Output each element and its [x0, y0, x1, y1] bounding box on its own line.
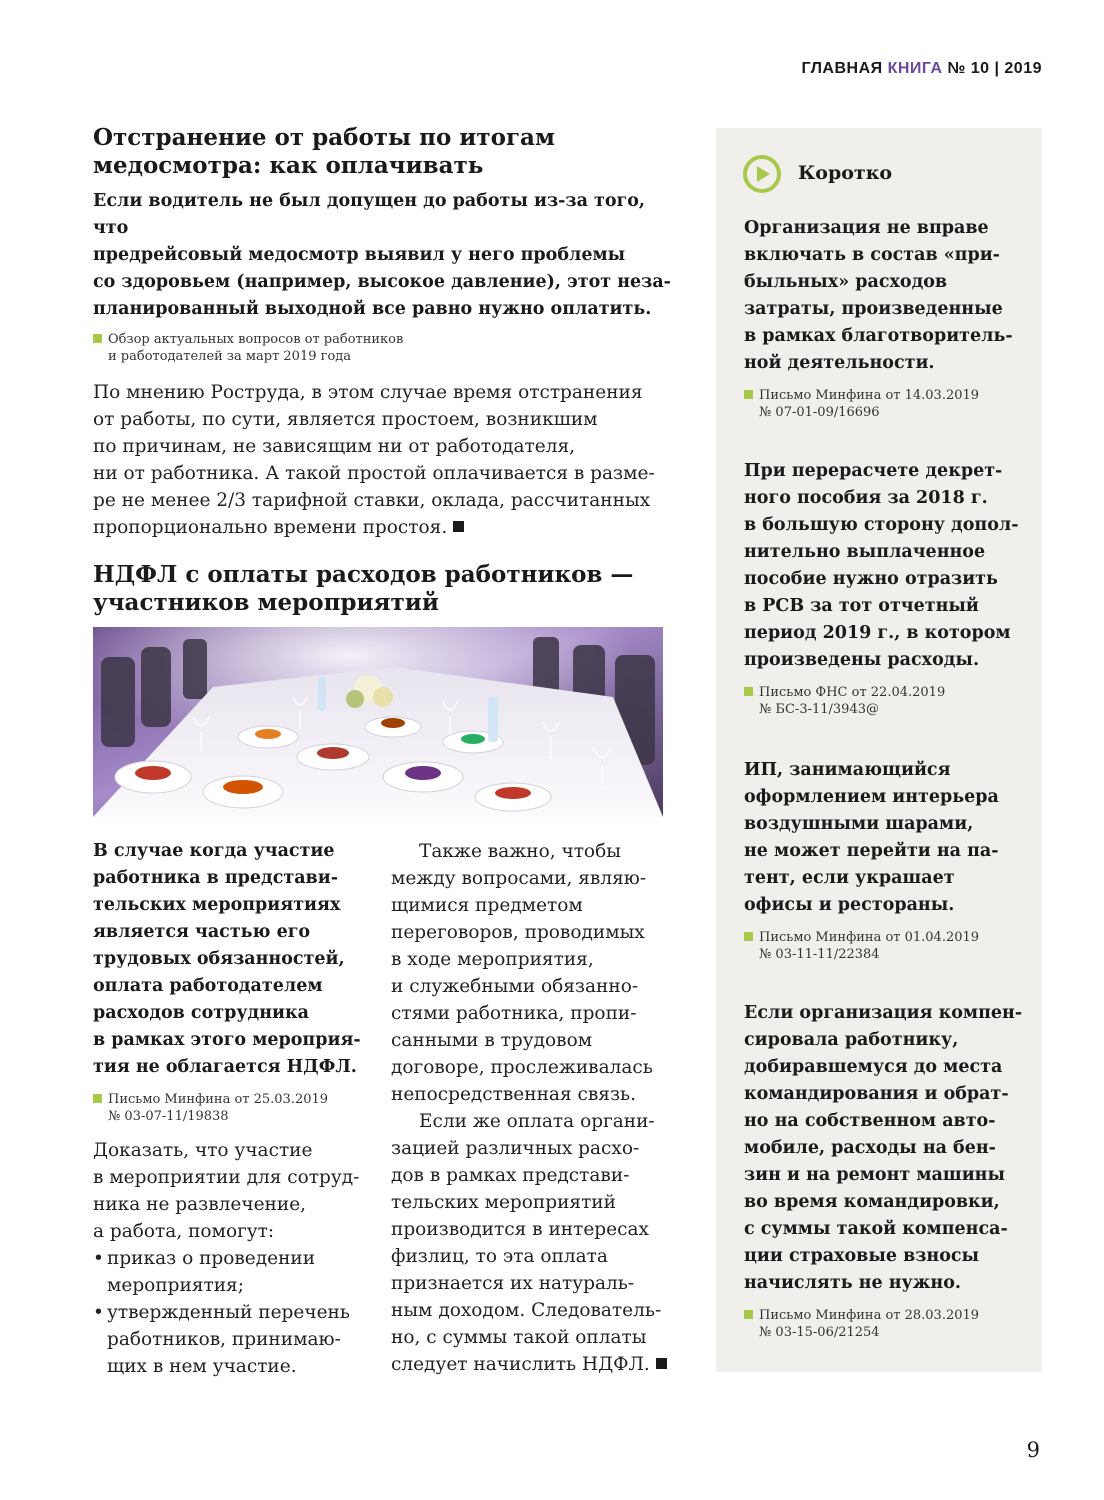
lead-line: В случае когда участие	[93, 841, 335, 861]
body-line-text: следует начислить НДФЛ.	[391, 1354, 650, 1375]
lead-line: Если водитель не был допущен до работы из-за того, что	[93, 191, 646, 238]
list-item-line: • утвержденный перечень	[107, 1302, 350, 1323]
article-1-body	[93, 379, 673, 541]
header-magazine-name: ГЛАВНАЯ	[801, 60, 888, 77]
sidebar-line: При перерасчете декрет-	[744, 461, 1003, 481]
sidebar-line: воздушными шарами,	[744, 814, 974, 834]
sidebar-item-source	[744, 684, 1034, 718]
list-item-line: работников, принимаю-	[107, 1329, 341, 1350]
body-line: ника не развлечение,	[93, 1194, 307, 1215]
body-line: Доказать, что участие	[93, 1140, 313, 1161]
paragraph	[391, 838, 676, 865]
sidebar-line: ной деятельности.	[744, 353, 935, 373]
body-line: между вопросами, являю-	[391, 868, 647, 889]
lead-line: оплата работодателем	[93, 976, 323, 996]
body-line-text: пропорционально времени простоя.	[93, 517, 448, 538]
list-item	[93, 1299, 363, 1380]
body-line	[391, 1351, 676, 1378]
body-line: Если же оплата органи-	[419, 1111, 655, 1132]
sidebar-line: затраты, произведенные	[744, 299, 1003, 319]
body-line: по причинам, не зависящим ни от работодателя,	[93, 436, 576, 457]
article-1-title-line: медосмотра: как оплачивать	[93, 152, 484, 179]
body-line: зацией различных расхо-	[391, 1138, 640, 1159]
source-line: Письмо ФНС от 22.04.2019	[759, 685, 946, 700]
body-line: но, с суммы такой оплаты	[391, 1327, 647, 1348]
source-line: Письмо Минфина от 14.03.2019	[759, 388, 980, 403]
sidebar-item-text	[744, 215, 1034, 377]
sidebar-line: с суммы такой компенса-	[744, 1219, 1008, 1239]
end-of-article-mark	[656, 1358, 667, 1369]
source-line: № 03-07-11/19838	[108, 1109, 229, 1124]
sidebar-item-source	[744, 1307, 1034, 1341]
lead-line: тельских мероприятиях	[93, 895, 341, 915]
article-1-title-line: Отстранение от работы по итогам	[93, 124, 555, 151]
sidebar-line: оформлением интерьера	[744, 787, 999, 807]
source-line: № 03-11-11/22384	[759, 947, 880, 962]
list-item-line: щих в нем участие.	[107, 1356, 297, 1377]
body-line: от работы, по сути, является простоем, возникшим	[93, 409, 598, 430]
evidence-list	[93, 1245, 363, 1380]
lead-line: работника в представи-	[93, 868, 338, 888]
sidebar-line: сировала работнику,	[744, 1030, 959, 1050]
sidebar-line: ции страховые взносы	[744, 1246, 980, 1266]
source-line: № 07-01-09/16696	[759, 405, 880, 420]
source-line: № 03-15-06/21254	[759, 1325, 880, 1340]
lead-line: является частью его	[93, 922, 311, 942]
sidebar-line: в РСВ за тот отчетный	[744, 596, 979, 616]
sidebar-item-text	[744, 1000, 1034, 1297]
sidebar-item	[744, 757, 1034, 963]
sidebar-line: ного пособия за 2018 г.	[744, 488, 988, 508]
sidebar-line: в большую сторону допол-	[744, 515, 1019, 535]
body-line: а работа, помогут:	[93, 1221, 275, 1242]
sidebar-item	[744, 458, 1034, 718]
lead-line: тия не облагается НДФЛ.	[93, 1057, 357, 1077]
source-line: Обзор актуальных вопросов от работников	[108, 332, 404, 347]
sidebar-line: период 2019 г., в котором	[744, 623, 1011, 643]
banquet-photo	[93, 627, 663, 817]
list-item	[93, 1245, 363, 1299]
body-line: ре не менее 2/3 тарифной ставки, оклада, рассчитанных	[93, 490, 651, 511]
page-number: 9	[1026, 1438, 1040, 1462]
sidebar-line: но на собственном авто-	[744, 1111, 996, 1131]
sidebar-line: зин и на ремонт машины	[744, 1165, 1006, 1185]
play-icon	[742, 154, 782, 194]
body-line: тельских мероприятий	[391, 1192, 616, 1213]
article-1-title	[93, 124, 673, 180]
body-line: договоре, прослеживалась	[391, 1057, 653, 1078]
sidebar-line: добиравшемуся до места	[744, 1057, 1003, 1077]
list-item-line: • приказ о проведении	[107, 1248, 316, 1269]
body-line: По мнению Роструда, в этом случае время отстранения	[93, 382, 643, 403]
sidebar-line: нительно выплаченное	[744, 542, 986, 562]
source-line: Письмо Минфина от 01.04.2019	[759, 930, 980, 945]
body-line: и служебными обязанно-	[391, 976, 639, 997]
sidebar-line: Организация не вправе	[744, 218, 989, 238]
sidebar-title: Коротко	[798, 162, 893, 184]
body-line: санными в трудовом	[391, 1030, 593, 1051]
sidebar-line: начислять не нужно.	[744, 1273, 961, 1293]
body-line: ни от работника. А такой простой оплачивается в разме-	[93, 463, 655, 484]
body-line: физлиц, то эта оплата	[391, 1246, 608, 1267]
sidebar-line: во время командировки,	[744, 1192, 1000, 1212]
article-2-left-column	[93, 838, 363, 1380]
article-2-title	[93, 561, 673, 617]
lead-line: трудовых обязанностей,	[93, 949, 345, 969]
lead-line: в рамках этого мероприя-	[93, 1030, 361, 1050]
body-line: в ходе мероприятия,	[391, 949, 594, 970]
lead-line: расходов сотрудника	[93, 1003, 309, 1023]
body-line: ным доходом. Следователь-	[391, 1300, 662, 1321]
body-line: щимися предметом	[391, 895, 583, 916]
body-line: непосредственная связь.	[391, 1084, 636, 1105]
article-1-lead	[93, 188, 673, 323]
sidebar-line: Если организация компен-	[744, 1003, 1023, 1023]
sidebar-line: не может перейти на па-	[744, 841, 999, 861]
lead-line: со здоровьем (например, высокое давление), этот неза-	[93, 272, 671, 292]
sidebar-line: пособие нужно отразить	[744, 569, 998, 589]
body-line	[93, 514, 673, 541]
sidebar-item-text	[744, 458, 1034, 674]
body-line: дов в рамках представи-	[391, 1165, 630, 1186]
body-line: признается их натураль-	[391, 1273, 635, 1294]
sidebar-line: офисы и рестораны.	[744, 895, 955, 915]
article-1	[93, 124, 673, 541]
sidebar-item-source	[744, 929, 1034, 963]
end-of-article-mark	[453, 521, 464, 532]
sidebar-item	[744, 215, 1034, 421]
lead-line: планированный выходной все равно нужно оплатить.	[93, 299, 652, 319]
sidebar-item-source	[744, 387, 1034, 421]
sidebar-line: командирования и обрат-	[744, 1084, 1009, 1104]
list-item-line: мероприятия;	[107, 1275, 244, 1296]
article-2-title-line: НДФЛ с оплаты расходов работников —	[93, 561, 634, 588]
sidebar-line: в рамках благотворитель-	[744, 326, 1013, 346]
sidebar-line: тент, если украшает	[744, 868, 955, 888]
sidebar-line: включать в состав «при-	[744, 245, 1000, 265]
source-line: Письмо Минфина от 28.03.2019	[759, 1308, 980, 1323]
body-line: производится в интересах	[391, 1219, 649, 1240]
header-issue: № 10 | 2019	[942, 60, 1042, 77]
article-1-source	[93, 331, 673, 365]
article-2-source	[93, 1091, 363, 1125]
body-line: в мероприятии для сотруд-	[93, 1167, 360, 1188]
article-2-body-left	[93, 1137, 363, 1380]
sidebar-line: произведены расходы.	[744, 650, 980, 670]
header-magazine-accent: КНИГА	[887, 60, 943, 77]
sidebar-item-text	[744, 757, 1034, 919]
sidebar-item	[744, 1000, 1034, 1341]
source-line: и работодателей за март 2019 года	[108, 349, 352, 364]
lead-line: предрейсовый медосмотр выявил у него проблемы	[93, 245, 626, 265]
body-line: стями работника, пропи-	[391, 1003, 637, 1024]
sidebar-line: ИП, занимающийся	[744, 760, 951, 780]
source-line: № БС-3-11/3943@	[759, 702, 879, 717]
sidebar-line: быльных» расходов	[744, 272, 948, 292]
article-2-lead	[93, 838, 363, 1081]
body-line: переговоров, проводимых	[391, 922, 645, 943]
article-2-title-line: участников мероприятий	[93, 589, 439, 616]
running-header	[802, 60, 1042, 78]
body-line: Также важно, чтобы	[419, 841, 621, 862]
sidebar-line: мобиле, расходы на бен-	[744, 1138, 996, 1158]
source-line: Письмо Минфина от 25.03.2019	[108, 1092, 329, 1107]
article-2-right-column	[391, 838, 676, 1378]
